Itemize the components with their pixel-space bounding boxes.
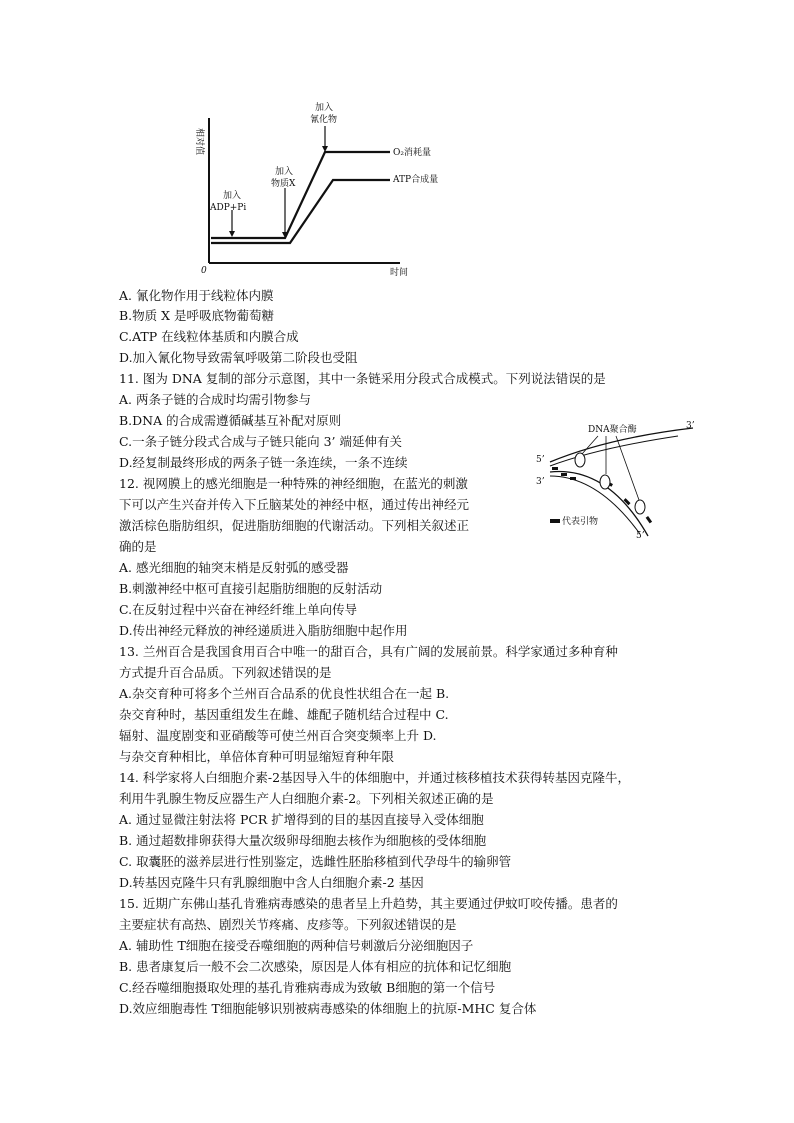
end-top-right: 3’ — [686, 421, 695, 431]
annotation-cyanide-1: 加入 — [315, 103, 334, 113]
q11-stem: 11. 图为 DNA 复制的部分示意图，其中一条链采用分段式合成模式。下列说法错误的是 — [119, 371, 606, 386]
q13-option-line-2: 杂交育种时，基因重组发生在雌、雄配子随机结合过程中 C. — [119, 707, 449, 722]
dna-polymerase — [600, 475, 610, 489]
q14-stem-1: 14. 科学家将人白细胞介素-2基因导入牛的体细胞中，并通过核移植技术获得转基因克隆牛， — [119, 770, 631, 785]
annotation-x-2: 物质X — [271, 179, 296, 189]
primer — [623, 498, 630, 505]
q14-option-a: A. 通过显微注射法将 PCR 扩增得到的目的基因直接导入受体细胞 — [119, 812, 484, 827]
q15-option-b: B. 患者康复后一般不会二次感染，原因是人体有相应的抗体和记忆细胞 — [119, 959, 512, 974]
q15-option-a: A. 辅助性 T细胞在接受吞噬细胞的两种信号刺激后分泌细胞因子 — [119, 938, 474, 953]
annotation-x-1: 加入 — [275, 167, 294, 177]
q10-option-b: B.物质 X 是呼吸底物葡萄糖 — [119, 308, 275, 323]
primer — [561, 473, 567, 476]
q12-stem-3: 激活棕色脂肪组织，促进脂肪细胞的代谢活动。下列相关叙述正 — [119, 518, 470, 533]
q15-stem-1: 15. 近期广东佛山基孔肯雅病毒感染的患者呈上升趋势，其主要通过伊蚊叮咬传播。患者的 — [119, 896, 618, 911]
daughter-strand-top — [550, 436, 678, 466]
q14-stem-2: 利用牛乳腺生物反应器生产人白细胞介素-2。下列相关叙述正确的是 — [119, 791, 494, 806]
q15-stem-2: 主要症状有高热、剧烈关节疼痛、皮疹等。下列叙述错误的是 — [119, 917, 457, 932]
arrow-adp-head — [229, 231, 235, 237]
q11-option-b: B.DNA 的合成需遵循碱基互补配对原则 — [119, 413, 342, 428]
dna-polymerase — [575, 453, 585, 467]
legend-primer-swatch — [550, 519, 560, 523]
dna-polymerase — [635, 500, 645, 514]
q14-option-d: D.转基因克隆牛只有乳腺细胞中含人白细胞介素-2 基因 — [119, 875, 424, 890]
q13-option-line-4: 与杂交育种相比，单倍体育种可明显缩短育种年限 — [119, 749, 395, 764]
primer — [646, 516, 652, 523]
annotation-adp-2: ADP+Pi — [210, 203, 247, 213]
y-axis-label: 相对值 — [194, 128, 204, 156]
q12-option-d: D.传出神经元释放的神经递质进入脂肪细胞中起作用 — [119, 623, 408, 638]
q12-option-c: C.在反射过程中兴奋在神经纤维上单向传导 — [119, 602, 358, 617]
dna-replication-figure — [528, 416, 703, 540]
q11-option-a: A. 两条子链的合成时均需引物参与 — [119, 392, 311, 407]
q11-option-c: C.一条子链分段式合成与子链只能向 3’ 端延伸有关 — [119, 434, 402, 449]
primer — [570, 477, 576, 480]
end-left-bottom: 3’ — [536, 477, 545, 487]
enzyme-pointer — [616, 436, 639, 500]
q13-stem-1: 13. 兰州百合是我国食用百合中唯一的甜百合，具有广阔的发展前景。科学家通过多种育种 — [119, 644, 618, 659]
q14-option-b: B. 通过超数排卵获得大量次级卵母细胞去核作为细胞核的受体细胞 — [119, 833, 487, 848]
enzyme-label: DNA聚合酶 — [588, 425, 637, 435]
x-axis-label: 时间 — [390, 268, 409, 278]
q12-stem-2: 下可以产生兴奋并传入下丘脑某处的神经中枢，通过传出神经元 — [119, 497, 470, 512]
q13-option-line-3: 辐射、温度剧变和亚硝酸等可使兰州百合突变频率上升 D. — [119, 728, 437, 743]
enzyme-pointer — [582, 436, 598, 454]
end-left-top: 5’ — [536, 455, 545, 465]
q15-option-c: C.经吞噬细胞摄取处理的基孔肯雅病毒成为致敏 B细胞的第一个信号 — [119, 980, 496, 995]
legend-primer-label: 代表引物 — [562, 517, 599, 527]
origin-label: 0 — [201, 266, 207, 276]
annotation-adp-1: 加入 — [223, 191, 242, 201]
q13-option-line-1: A.杂交育种可将多个兰州百合品系的优良性状组合在一起 B. — [119, 686, 450, 701]
series-atp-label: ATP合成量 — [393, 175, 439, 185]
end-bottom-right: 5’ — [636, 531, 645, 540]
q12-stem-1: 12. 视网膜上的感光细胞是一种特殊的神经细胞，在蓝光的刺激 — [119, 476, 468, 491]
q10-option-d: D.加入氰化物导致需氧呼吸第二阶段也受阻 — [119, 350, 358, 365]
q12-stem-4: 确的是 — [119, 539, 157, 554]
q10-option-a: A. 氰化物作用于线粒体内膜 — [119, 288, 274, 303]
q13-stem-2: 方式提升百合品质。下列叙述错误的是 — [119, 665, 332, 680]
annotation-cyanide-2: 氰化物 — [310, 115, 338, 125]
q12-option-a: A. 感光细胞的轴突末梢是反射弧的感受器 — [119, 560, 349, 575]
q12-option-b: B.刺激神经中枢可直接引起脂肪细胞的反射活动 — [119, 581, 383, 596]
respiration-graph — [185, 98, 465, 280]
q15-option-d: D.效应细胞毒性 T细胞能够识别被病毒感染的体细胞上的抗原-MHC 复合体 — [119, 1001, 537, 1016]
q10-option-c: C.ATP 在线粒体基质和内膜合成 — [119, 329, 299, 344]
q14-option-c: C. 取囊胚的滋养层进行性别鉴定，选雌性胚胎移植到代孕母牛的输卵管 — [119, 854, 512, 869]
primer — [552, 467, 558, 470]
series-o2-label: O₂消耗量 — [393, 148, 431, 158]
q11-option-d: D.经复制最终形成的两条子链一条连续，一条不连续 — [119, 455, 408, 470]
